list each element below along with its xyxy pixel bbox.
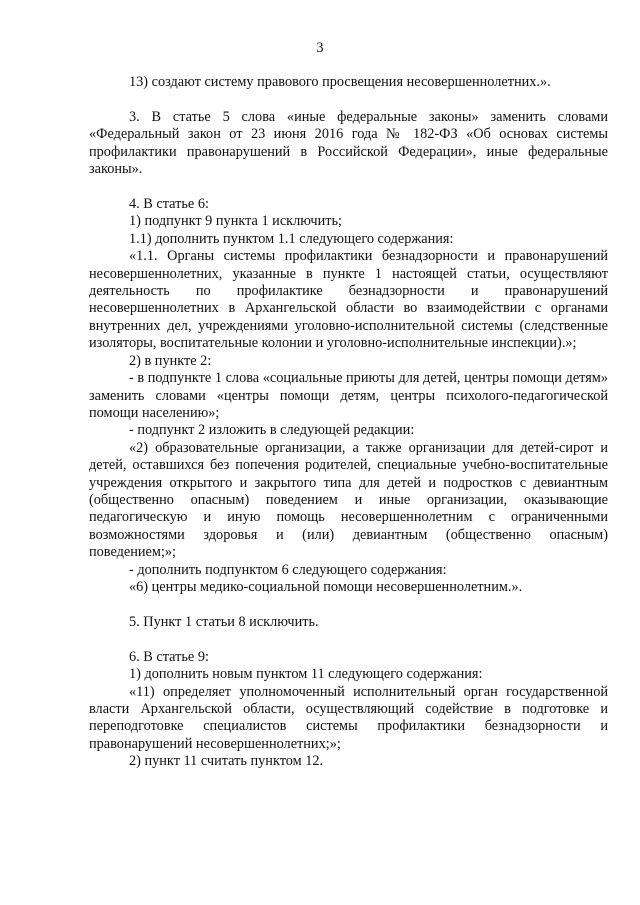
paragraph-17: 2) пункт 11 считать пунктом 12. [129, 753, 324, 770]
paragraph-4: 1) подпункт 9 пункта 1 исключить; [129, 213, 342, 230]
paragraph-2: 3. В статье 5 слова «иные федеральные законы» заменить словами «Федеральный закон от 23 июня 2016 года № 182-ФЗ «Об основах системы профилактики правонарушений в Российской Федерации», иные федеральные законы». [89, 108, 608, 178]
page-number: 3 [316, 40, 324, 56]
paragraph-11: - дополнить подпунктом 6 следующего содержания: [129, 561, 447, 578]
paragraph-7: 2) в пункте 2: [129, 352, 212, 369]
paragraph-10: «2) образовательные организации, а также организации для детей-сирот и детей, оставшихся без попечения родителей, специальные учебно-воспитательные учреждения открытого и закрытого типа для детей и подростков с девиантным (общественно опасным) поведением и иные организации, оказывающие педагогическую и иную помощь несовершеннолетним с ограниченными возможностями здоровья и (или) девиантным (общественно опасным) поведением;»; [89, 439, 608, 561]
paragraph-12: «6) центры медико-социальной помощи несовершеннолетним.». [129, 578, 523, 595]
paragraph-6: «1.1. Органы системы профилактики безнадзорности и правонарушений несовершеннолетних, указанные в пункте 1 настоящей статьи, осуществляют деятельность по профилактике безнадзорности и правонарушений несовершеннолетних в Архангельской области во взаимодействии с органами внутренних дел, учреждениями уголовно-исполнительной системы (следственные изоляторы, воспитательные колонии и уголовно-исполнительные инспекции).»; [89, 248, 608, 352]
paragraph-9: - подпункт 2 изложить в следующей редакции: [129, 422, 415, 439]
paragraph-8: - в подпункте 1 слова «социальные приюты для детей, центры помощи детям» заменить словами «центры помощи детям, центры психолого-педагогической помощи населению»; [89, 370, 608, 421]
paragraph-1: 13) создают систему правового просвещения несовершеннолетних.». [129, 74, 551, 90]
document-body [89, 74, 608, 771]
paragraph-15: 1) дополнить новым пунктом 11 следующего содержания: [129, 666, 483, 683]
paragraph-3: 4. В статье 6: [129, 196, 209, 213]
paragraph-14: 6. В статье 9: [129, 648, 209, 665]
paragraph-16: «11) определяет уполномоченный исполнительный орган государственной власти Архангельской области, осуществляющий содействие в подготовке и переподготовке специалистов системы профилактики безнадзорности и правонарушений несовершеннолетних;»; [89, 683, 608, 752]
paragraph-5: 1.1) дополнить пунктом 1.1 следующего содержания: [129, 230, 454, 247]
paragraph-13: 5. Пункт 1 статьи 8 исключить. [129, 613, 319, 630]
